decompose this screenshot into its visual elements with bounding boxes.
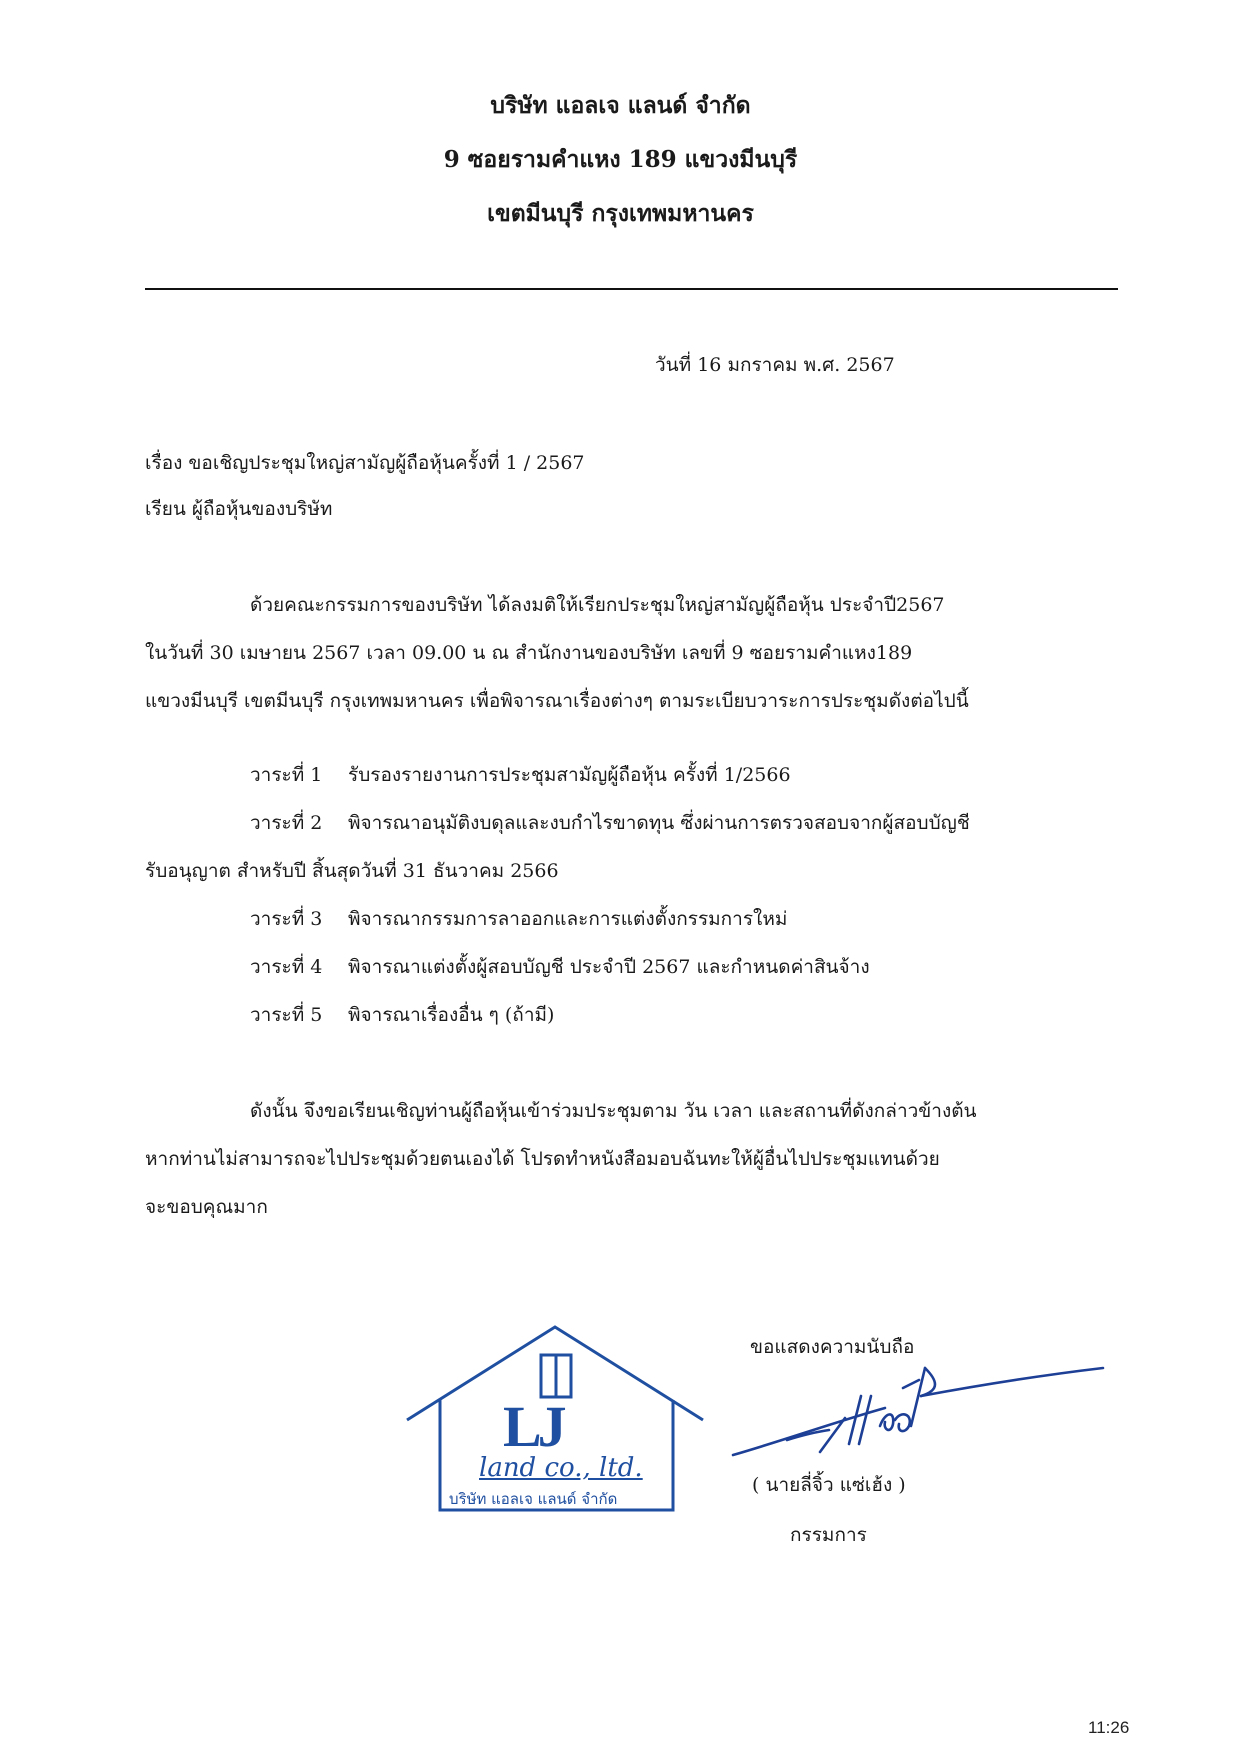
agenda-item: [250, 952, 870, 982]
stamp-logo-letters: LJ: [503, 1394, 563, 1459]
signer-title: กรรมการ: [790, 1524, 867, 1546]
intro-line-3: แขวงมีนบุรี เขตมีนบุรี กรุงเทพมหานคร เพื่อพิจารณาเรื่องต่างๆ ตามระเบียบวาระการประชุมดังต่อไปนี้: [145, 690, 969, 712]
timestamp: 11:26: [1088, 1718, 1130, 1737]
handwritten-signature: [725, 1340, 1110, 1470]
letter-subject: เรื่อง ขอเชิญประชุมใหญ่สามัญผู้ถือหุ้นครั้งที่ 1 / 2567: [145, 452, 585, 474]
letter-recipient: เรียน ผู้ถือหุ้นของบริษัท: [145, 498, 333, 520]
intro-line-2: ในวันที่ 30 เมษายน 2567 เวลา 09.00 น ณ สำนักงานของบริษัท เลขที่ 9 ซอยรามคำแหง189: [145, 642, 913, 664]
agenda-text: พิจารณากรรมการลาออกและการแต่งตั้งกรรมการใหม่: [348, 908, 788, 930]
agenda-label: วาระที่ 5: [250, 1004, 323, 1026]
closing-line-1: ดังนั้น จึงขอเรียนเชิญท่านผู้ถือหุ้นเข้าร่วมประชุมตาม วัน เวลา และสถานที่ดังกล่าวข้างต้น: [250, 1100, 977, 1122]
stamp-script-text: land co., ltd.: [479, 1453, 643, 1483]
closing-line-2: หากท่านไม่สามารถจะไปประชุมด้วยตนเองได้ โปรดทำหนังสือมอบฉันทะให้ผู้อื่นไปประชุมแทนด้วย: [145, 1148, 940, 1170]
agenda-item: [250, 904, 787, 934]
regards-text: ขอแสดงความนับถือ: [750, 1336, 915, 1358]
company-address-line1: 9 ซอยรามคำแหง 189 แขวงมีนบุรี: [443, 146, 798, 173]
agenda-item: [250, 808, 970, 838]
agenda-text: พิจารณาอนุมัติงบดุลและงบกำไรขาดทุน ซึ่งผ่านการตรวจสอบจากผู้สอบบัญชี: [348, 812, 970, 834]
agenda-item: [250, 1000, 554, 1030]
company-address-line2: เขตมีนบุรี กรุงเทพมหานคร: [487, 200, 754, 227]
intro-line-1: ด้วยคณะกรรมการของบริษัท ได้ลงมติให้เรียกประชุมใหญ่สามัญผู้ถือหุ้น ประจำปี2567: [250, 594, 945, 616]
agenda-label: วาระที่ 4: [250, 956, 323, 978]
header-divider: [145, 288, 1118, 290]
company-stamp: [405, 1325, 705, 1525]
stamp-company-text: บริษัท แอลเจ แลนด์ จำกัด: [449, 1490, 618, 1508]
agenda-text: รับรองรายงานการประชุมสามัญผู้ถือหุ้น ครั้งที่ 1/2566: [348, 764, 791, 786]
agenda-item-continuation: รับอนุญาต สำหรับปี สิ้นสุดวันที่ 31 ธันวาคม 2566: [145, 860, 559, 882]
agenda-label: วาระที่ 1: [250, 764, 323, 786]
agenda-text: พิจารณาเรื่องอื่น ๆ (ถ้ามี): [348, 1004, 555, 1026]
agenda-item: [250, 760, 791, 790]
company-name: บริษัท แอลเจ แลนด์ จำกัด: [490, 92, 751, 119]
agenda-label: วาระที่ 2: [250, 812, 323, 834]
letter-date: วันที่ 16 มกราคม พ.ศ. 2567: [655, 354, 895, 376]
agenda-text: พิจารณาแต่งตั้งผู้สอบบัญชี ประจำปี 2567 และกำหนดค่าสินจ้าง: [348, 956, 870, 978]
signer-name: ( นายลี่จิ้ว แซ่เฮ้ง ): [752, 1474, 906, 1496]
agenda-label: วาระที่ 3: [250, 908, 323, 930]
closing-line-3: จะขอบคุณมาก: [145, 1196, 268, 1218]
